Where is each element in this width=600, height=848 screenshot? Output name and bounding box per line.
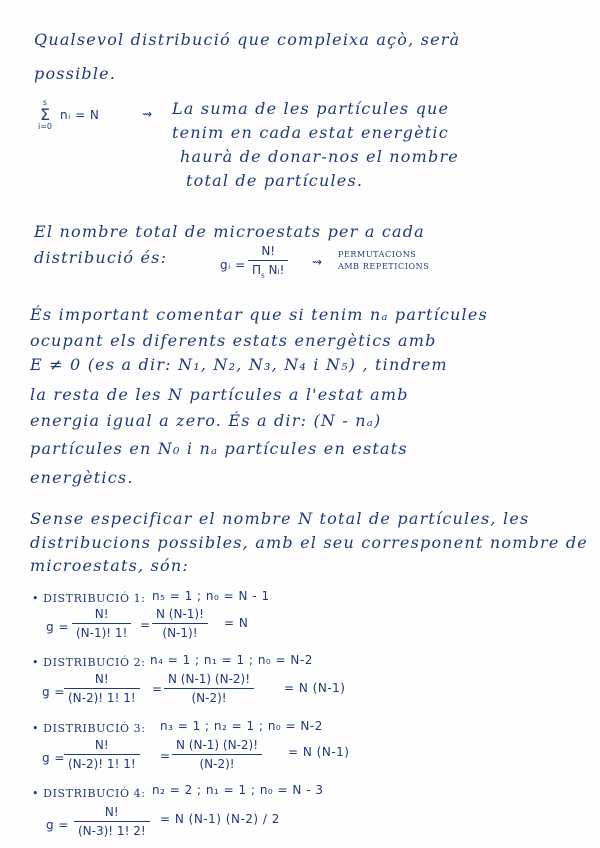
sum-expression: nᵢ = N	[60, 108, 100, 122]
distribution-4-result: = N (N-1) (N-2) / 2	[160, 812, 280, 826]
product-icon: Π	[252, 263, 262, 277]
distribution-3-result: = N (N-1)	[288, 745, 350, 759]
distribution-2-equals: =	[152, 682, 163, 696]
denominator: (N-2)!	[199, 757, 235, 771]
distribution-1-fraction-1	[72, 607, 131, 640]
microstates-fraction	[248, 244, 288, 279]
microstates-line-2: distribució és:	[34, 248, 168, 267]
denominator: (N-1)! 1!	[76, 626, 128, 640]
distribution-2-condition: n₄ = 1 ; n₁ = 1 ; n₀ = N-2	[150, 653, 313, 667]
denominator: (N-2)! 1! 1!	[68, 757, 136, 771]
distribution-1-condition: n₅ = 1 ; n₀ = N - 1	[152, 589, 270, 603]
without-line-3: microestats, són:	[30, 556, 189, 575]
distribution-4-title: • DISTRIBUCIÓ 4:	[32, 787, 146, 800]
intro-line-1: Qualsevol distribució que compleixa açò, serà	[34, 30, 461, 49]
denominator: (N-2)! 1! 1!	[68, 691, 136, 705]
distribution-2-g: g =	[42, 685, 65, 699]
distribution-3-title: • DISTRIBUCIÓ 3:	[32, 722, 146, 735]
important-line-1: És important comentar que si tenim nₐ partícules	[30, 305, 488, 324]
distribution-4-g: g =	[46, 818, 69, 832]
distribution-1-equals: =	[140, 618, 151, 632]
distribution-2-result: = N (N-1)	[284, 681, 346, 695]
note-permutacions: PERMUTACIONS	[338, 250, 417, 259]
without-line-1: Sense especificar el nombre N total de partícules, les	[30, 509, 530, 528]
important-line-5: energia igual a zero. És a dir: (N - nₐ)	[30, 411, 382, 430]
arrow-icon: ⇝	[142, 107, 153, 121]
distribution-2-fraction-1	[64, 672, 140, 705]
important-line-2: ocupant els diferents estats energètics amb	[30, 331, 437, 350]
note-amb-repeticions: AMB REPETICIONS	[338, 262, 430, 271]
g-label: gᵢ =	[220, 258, 246, 272]
distribution-3-fraction-1	[64, 738, 140, 771]
numerator: N!	[104, 805, 119, 819]
numerator: N!	[94, 738, 109, 752]
arrow-icon: ⇝	[312, 255, 323, 269]
numerator: N (N-1) (N-2)!	[176, 738, 259, 752]
microstates-line-1: El nombre total de microestats per a cada	[34, 222, 425, 241]
sum-desc-3: haurà de donar-nos el nombre	[180, 147, 459, 166]
numerator: N!	[94, 607, 109, 621]
distribution-2-title: • DISTRIBUCIÓ 2:	[32, 656, 146, 669]
sum-desc-2: tenim en cada estat energètic	[172, 123, 449, 142]
denominator: (N-1)!	[162, 626, 198, 640]
denominator-expr: Nᵢ!	[268, 263, 285, 277]
distribution-2-fraction-2	[164, 672, 254, 705]
distribution-1-g: g =	[46, 620, 69, 634]
numerator: N (N-1) (N-2)!	[168, 672, 251, 686]
distribution-1-result: = N	[224, 616, 249, 630]
denominator: (N-2)!	[191, 691, 227, 705]
distribution-4-fraction-1	[74, 805, 150, 838]
distribution-4-condition: n₂ = 2 ; n₁ = 1 ; n₀ = N - 3	[152, 783, 324, 797]
distribution-3-equals: =	[160, 749, 171, 763]
important-line-3: E ≠ 0 (es a dir: N₁, N₂, N₃, N₄ i N₅) , tindrem	[30, 355, 448, 374]
important-line-7: energètics.	[30, 468, 134, 487]
microstates-denominator	[248, 261, 288, 279]
sigma-icon: Σ	[39, 105, 51, 124]
intro-line-2: possible.	[34, 64, 117, 83]
denominator: (N-3)! 1! 2!	[78, 824, 146, 838]
distribution-1-fraction-2	[152, 607, 208, 640]
numerator: N!	[94, 672, 109, 686]
distribution-3-fraction-2	[172, 738, 262, 771]
product-limit: s	[261, 271, 265, 280]
distribution-1-title: • DISTRIBUCIÓ 1:	[32, 592, 146, 605]
important-line-6: partícules en N₀ i nₐ partícules en estats	[30, 439, 408, 458]
sum-desc-4: total de partícules.	[186, 171, 364, 190]
distribution-3-condition: n₃ = 1 ; n₂ = 1 ; n₀ = N-2	[160, 719, 323, 733]
sum-lower-limit: i=0	[38, 122, 53, 131]
distribution-3-g: g =	[42, 751, 65, 765]
microstates-numerator: N!	[261, 244, 276, 258]
summation-symbol	[38, 99, 52, 131]
important-line-4: la resta de les N partícules a l'estat amb	[30, 385, 409, 404]
without-line-2: distribucions possibles, amb el seu corresponent nombre de	[30, 533, 588, 552]
numerator: N (N-1)!	[156, 607, 204, 621]
sum-upper-limit: s	[42, 98, 48, 107]
sum-desc-1: La suma de les partícules que	[172, 99, 450, 118]
